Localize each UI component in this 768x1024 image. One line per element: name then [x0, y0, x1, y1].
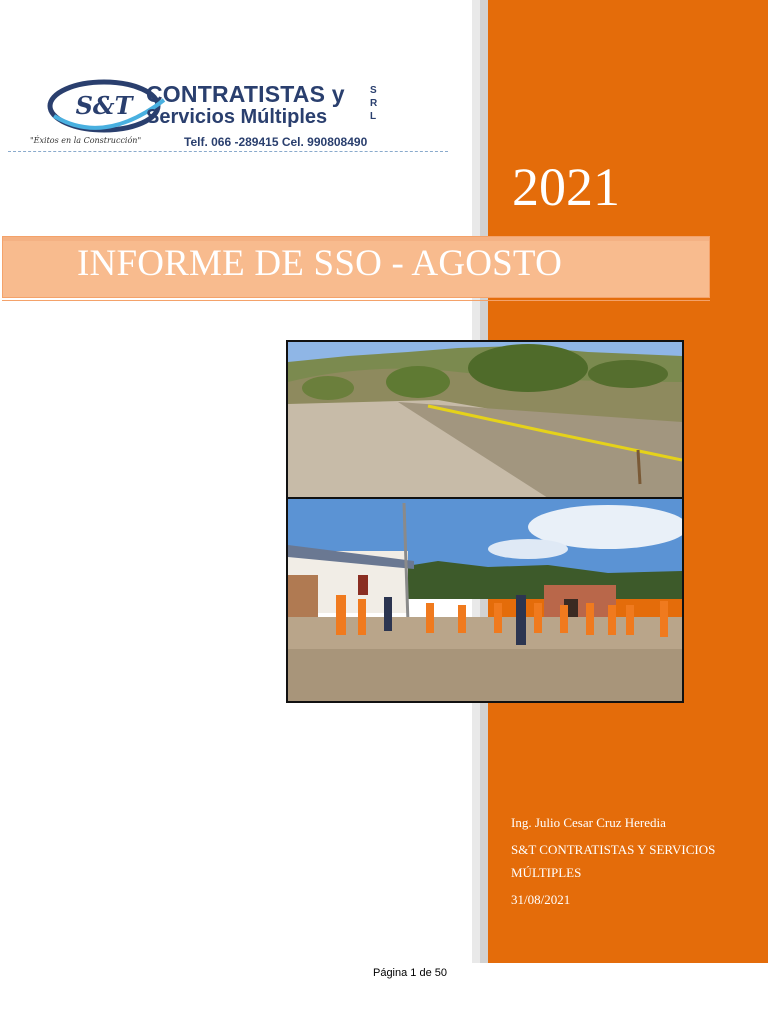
- logo-monogram: S&T: [75, 91, 133, 120]
- logo-srl-letter: R: [370, 98, 378, 109]
- logo-title-line2: Servicios Múltiples: [146, 106, 328, 128]
- site-photo-road: [286, 340, 684, 500]
- title-bar-accent: [3, 237, 709, 241]
- logo-slogan: "Éxitos en la Construcción": [30, 136, 142, 145]
- company-logo: [8, 72, 448, 158]
- document-title: INFORME DE SSO - AGOSTO: [77, 243, 562, 284]
- logo-srl: [370, 84, 380, 123]
- title-underline: [2, 300, 710, 301]
- page-number: Página 1 de 50: [372, 967, 447, 979]
- report-date: 31/08/2021: [511, 892, 571, 907]
- logo-divider: [8, 151, 448, 152]
- author-name: Ing. Julio Cesar Cruz Heredia: [511, 815, 666, 830]
- cover-year: 2021: [512, 157, 620, 217]
- author-company: S&T CONTRATISTAS Y SERVICIOS MÚLTIPLES: [511, 842, 716, 880]
- logo-srl-letter: L: [370, 111, 377, 122]
- logo-phones: Telf. 066 -289415 Cel. 990808490: [184, 135, 368, 149]
- logo-title-line1: CONTRATISTAS y: [146, 81, 345, 107]
- logo-srl-letter: S: [370, 85, 377, 96]
- site-photo-workers: [286, 497, 684, 703]
